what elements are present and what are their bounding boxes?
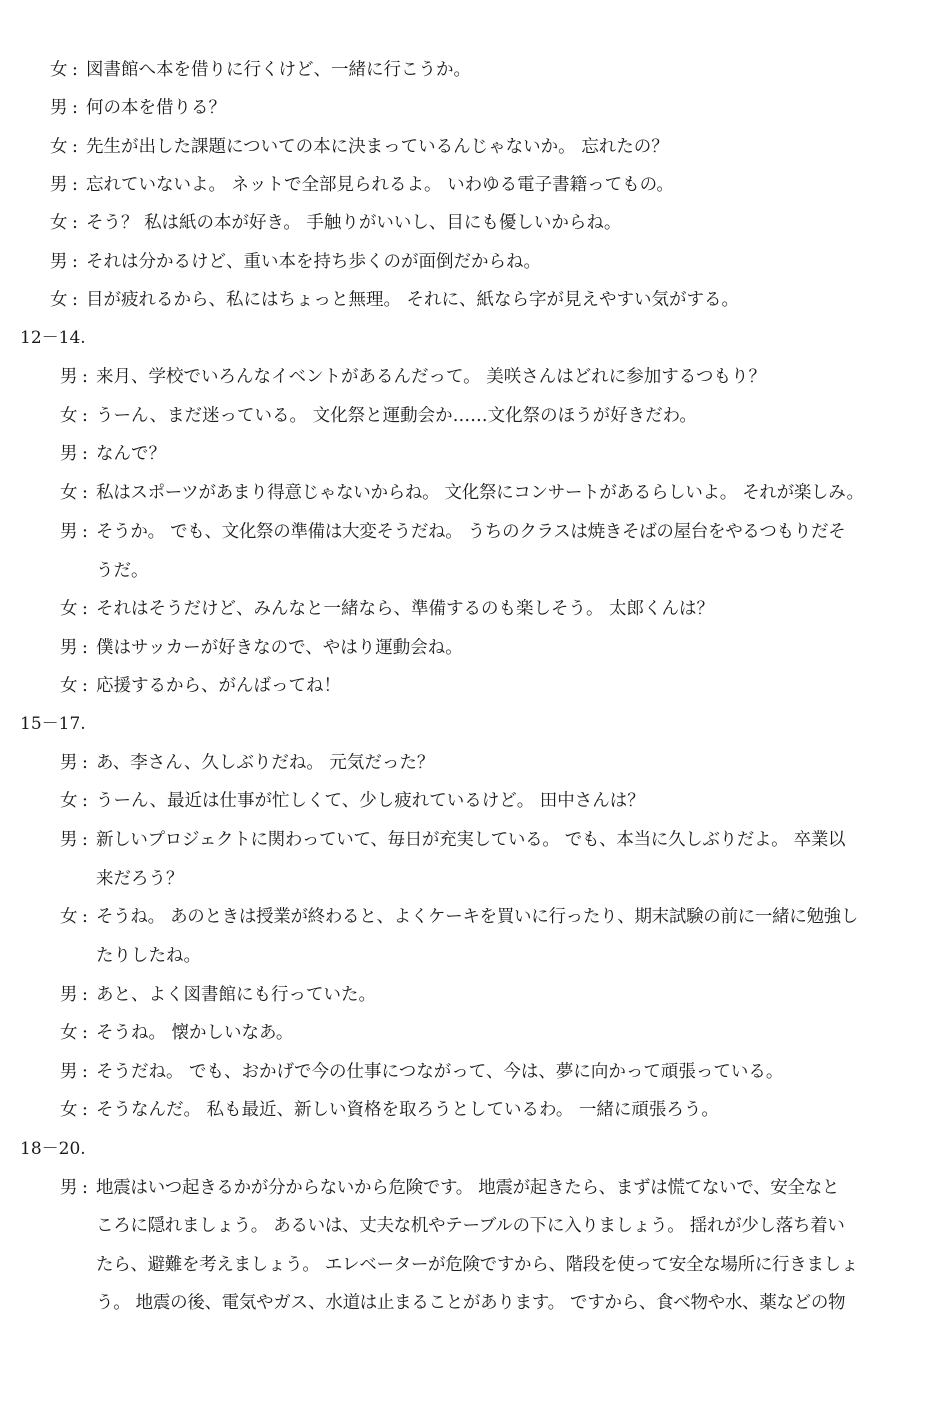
- speaker-label: 男: [60, 444, 78, 464]
- dialogue-continuation: うだ。: [96, 561, 149, 581]
- dialogue-line: [50, 288, 739, 312]
- section-heading: 12－14.: [20, 328, 86, 348]
- colon: :: [72, 175, 78, 195]
- colon: :: [82, 985, 88, 1005]
- dialogue-line: [50, 96, 226, 120]
- dialogue-continuation: ころに隠れましょう。 あるいは、丈夫な机やテーブルの下に入りましょう。 揺れが少し落ち着い: [96, 1216, 845, 1236]
- colon: :: [82, 830, 88, 850]
- dialogue-text: 来月、学校でいろんなイベントがあるんだって。 美咲さんはどれに参加するつもり？: [96, 367, 767, 387]
- section-heading: 18－20.: [20, 1139, 86, 1159]
- dialogue-line: [50, 173, 674, 197]
- dialogue-line: [60, 674, 341, 698]
- colon: :: [72, 290, 78, 310]
- speaker-label: 女: [60, 1100, 78, 1120]
- speaker-label: 女: [50, 137, 68, 157]
- dialogue-line: [60, 636, 463, 660]
- speaker-label: 男: [60, 830, 78, 850]
- dialogue-text: そうだね。 でも、おかげで今の仕事につながって、今は、夢に向かって頑張っている。: [96, 1062, 784, 1082]
- colon: :: [82, 367, 88, 387]
- dialogue-line: [60, 751, 434, 775]
- dialogue-text: 先生が出した課題についての本に決まっているんじゃないか。 忘れたの？: [86, 137, 669, 157]
- dialogue-line: [60, 789, 645, 813]
- speaker-label: 男: [50, 252, 68, 272]
- colon: :: [82, 599, 88, 619]
- dialogue-line: [60, 905, 858, 929]
- speaker-label: 女: [50, 213, 68, 233]
- dialogue-text: 目が疲れるから、私にはちょっと無理。 それに、紙なら字が見えやすい気がする。: [86, 290, 740, 310]
- section-heading: 15－17.: [20, 714, 86, 734]
- dialogue-line: [60, 983, 376, 1007]
- dialogue-text: 応援するから、がんばってね！: [96, 676, 341, 696]
- speaker-label: 男: [60, 638, 78, 658]
- speaker-label: 男: [50, 175, 68, 195]
- dialogue-text: そうか。 でも、文化祭の準備は大変そうだね。 うちのクラスは焼きそばの屋台をやるつもりだそ: [96, 522, 846, 542]
- dialogue-continuation: たりしたね。: [96, 946, 201, 966]
- colon: :: [82, 907, 88, 927]
- colon: :: [82, 638, 88, 658]
- speaker-label: 女: [60, 599, 78, 619]
- dialogue-text: そうね。 懐かしいなあ。: [96, 1023, 294, 1043]
- dialogue-line: [60, 1021, 293, 1045]
- speaker-label: 女: [60, 676, 78, 696]
- colon: :: [82, 1178, 88, 1198]
- dialogue-line: [50, 250, 541, 274]
- dialogue-line: [60, 481, 864, 505]
- colon: :: [82, 1062, 88, 1082]
- colon: :: [72, 137, 78, 157]
- dialogue-text: それはそうだけど、みんなと一緒なら、準備するのも楽しそう。 太郎くんは？: [96, 599, 715, 619]
- dialogue-text: あと、よく図書館にも行っていた。: [96, 985, 376, 1005]
- dialogue-text: そうね。 あのときは授業が終わると、よくケーキを買いに行ったり、期末試験の前に一緒に勉強し: [96, 907, 859, 927]
- speaker-label: 女: [50, 290, 68, 310]
- speaker-label: 男: [60, 1178, 78, 1198]
- speaker-label: 女: [60, 791, 78, 811]
- colon: :: [82, 483, 88, 503]
- dialogue-text: そう？ 私は紙の本が好き。 手触りがいいし、目にも優しいからね。: [86, 213, 622, 233]
- dialogue-line: [50, 58, 471, 82]
- dialogue-continuation: う。 地震の後、電気やガス、水道は止まることがあります。 ですから、食べ物や水、薬などの物: [96, 1293, 846, 1313]
- speaker-label: 男: [60, 1062, 78, 1082]
- speaker-label: 男: [60, 985, 78, 1005]
- dialogue-text: うーん、まだ迷っている。 文化祭と運動会か……文化祭のほうが好きだわ。: [96, 406, 697, 426]
- speaker-label: 女: [60, 483, 78, 503]
- colon: :: [82, 1023, 88, 1043]
- dialogue-continuation: 来だろう？: [96, 869, 184, 889]
- speaker-label: 女: [60, 907, 78, 927]
- colon: :: [72, 98, 78, 118]
- dialogue-text: うーん、最近は仕事が忙しくて、少し疲れているけど。 田中さんは？: [96, 791, 645, 811]
- dialogue-text: 何の本を借りる？: [86, 98, 226, 118]
- dialogue-line: [50, 211, 621, 235]
- dialogue-line: [50, 135, 669, 159]
- colon: :: [82, 406, 88, 426]
- colon: :: [82, 753, 88, 773]
- dialogue-text: 私はスポーツがあまり得意じゃないからね。 文化祭にコンサートがあるらしいよ。 それが楽しみ。: [96, 483, 864, 503]
- dialogue-line: [60, 404, 697, 428]
- dialogue-line: [60, 597, 714, 621]
- dialogue-text: あ、李さん、久しぶりだね。 元気だった？: [96, 753, 435, 773]
- dialogue-text: 図書館へ本を借りに行くけど、一緒に行こうか。: [86, 60, 471, 80]
- colon: :: [72, 252, 78, 272]
- dialogue-line: [60, 828, 845, 852]
- speaker-label: 女: [50, 60, 68, 80]
- dialogue-line: [60, 1176, 839, 1200]
- speaker-label: 男: [50, 98, 68, 118]
- dialogue-text: 忘れていないよ。 ネットで全部見られるよ。 いわゆる電子書籍ってもの。: [86, 175, 674, 195]
- speaker-label: 女: [60, 1023, 78, 1043]
- colon: :: [82, 1100, 88, 1120]
- colon: :: [82, 791, 88, 811]
- colon: :: [82, 522, 88, 542]
- speaker-label: 男: [60, 367, 78, 387]
- dialogue-text: 僕はサッカーが好きなので、やはり運動会ね。: [96, 638, 463, 658]
- dialogue-text: 地震はいつ起きるかが分からないから危険です。 地震が起きたら、まずは慌てないで、安全なと: [96, 1178, 840, 1198]
- dialogue-continuation: たら、避難を考えましょう。 エレベーターが危険ですから、階段を使って安全な場所に行きましょ: [96, 1255, 859, 1275]
- speaker-label: 女: [60, 406, 78, 426]
- colon: :: [82, 444, 88, 464]
- speaker-label: 男: [60, 753, 78, 773]
- colon: :: [82, 676, 88, 696]
- speaker-label: 男: [60, 522, 78, 542]
- dialogue-line: [60, 520, 845, 544]
- page-bottom-blank: [0, 1336, 950, 1407]
- dialogue-line: [60, 1098, 719, 1122]
- dialogue-text: 新しいプロジェクトに関わっていて、毎日が充実している。 でも、本当に久しぶりだよ。 卒業以: [96, 830, 846, 850]
- dialogue-text: そうなんだ。 私も最近、新しい資格を取ろうとしているわ。 一緒に頑張ろう。: [96, 1100, 719, 1120]
- dialogue-line: [60, 442, 166, 466]
- dialogue-text: なんで？: [96, 444, 166, 464]
- dialogue-line: [60, 365, 766, 389]
- dialogue-line: [60, 1060, 783, 1084]
- dialogue-text: それは分かるけど、重い本を持ち歩くのが面倒だからね。: [86, 252, 541, 272]
- colon: :: [72, 213, 78, 233]
- colon: :: [72, 60, 78, 80]
